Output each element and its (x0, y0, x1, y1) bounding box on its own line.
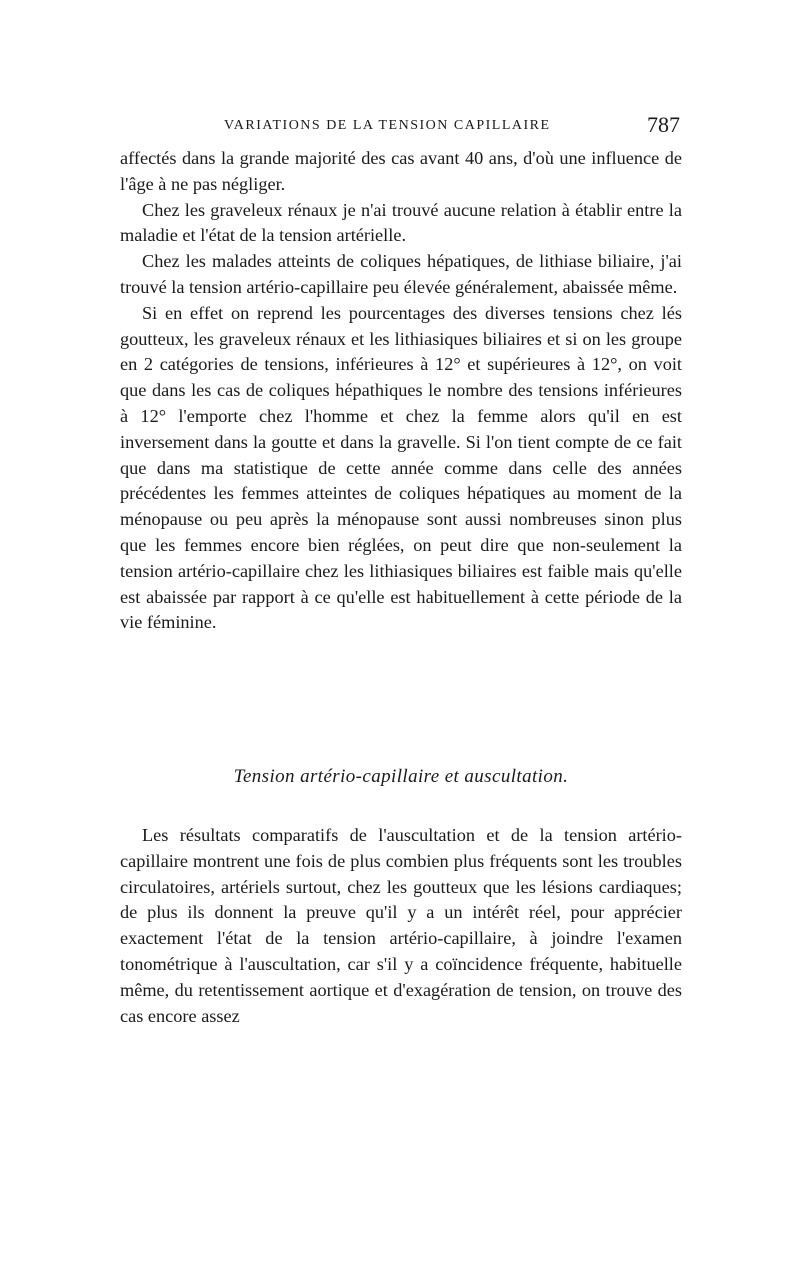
paragraph: affectés dans la grande majorité des cas avant 40 ans, d'où une influence de l'âge à ne pas négliger. (120, 148, 682, 194)
running-head (120, 112, 682, 142)
running-title: VARIATIONS DE LA TENSION CAPILLAIRE (224, 118, 551, 133)
paragraph: Les résultats comparatifs de l'auscultation et de la tension artério-capillaire montrent une fois de plus combien plus fréquents sont les troubles circulatoires, artériels surtout, chez les goutteux que les lésions cardiaques; de plus ils donnent la preuve qu'il y a un intérêt réel, pour apprécier exactement l'état de la tension artério-capillaire, à joindre l'examen tonométrique à l'auscultation, car s'il y a coïncidence fréquente, habituelle même, du retentissement aortique et d'exagération de tension, on trouve des cas encore assez (120, 825, 682, 1026)
paragraph: Chez les graveleux rénaux je n'ai trouvé aucune relation à établir entre la maladie et l'état de la tension artérielle. (120, 199, 682, 246)
page-number: 787 (647, 112, 680, 137)
paragraph: Si en effet on reprend les pourcentages des diverses tensions chez lés goutteux, les graveleux rénaux et les lithiasiques biliaires et si on les groupe en 2 catégories de tensions, inférieures à 12° et supérieures à 12°, on voit que dans les cas de coliques hépathiques le nombre des tensions inférieures à 12° l'emporte chez l'homme et chez la femme alors qu'il en est inversement dans la goutte et dans la gravelle. Si l'on tient compte de ce fait que dans ma statistique de cette année comme dans celle des années précédentes les femmes atteintes de coliques hépatiques au moment de la ménopause ou peu après la ménopause sont aussi nombreuses sinon plus que les femmes encore bien réglées, on peut dire que non-seulement la tension artério-capillaire chez les lithiasiques biliaires est faible mais qu'elle est abaissée par rapport à ce qu'elle est habituellement à cette période de la vie féminine. (120, 302, 682, 633)
section-heading: Tension artério-capillaire et auscultation. (233, 766, 569, 787)
paragraph: Chez les malades atteints de coliques hépatiques, de lithiase biliaire, j'ai trouvé la tension artério-capillaire peu élevée généralement, abaissée même. (120, 251, 682, 297)
body-text-after-heading (120, 823, 682, 1029)
body-text-before-heading (120, 146, 682, 636)
